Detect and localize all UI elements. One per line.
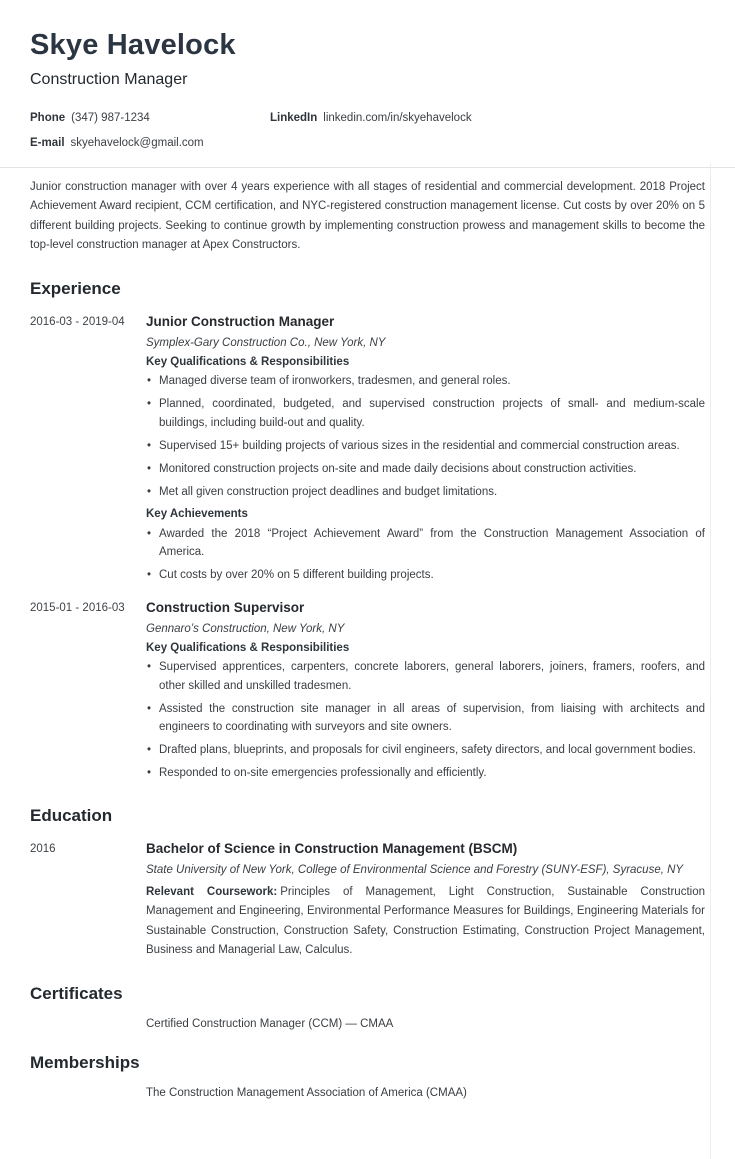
section-heading-certificates: Certificates (30, 983, 123, 1003)
job-company: Symplex-Gary Construction Co., New York, NY (146, 336, 386, 349)
header-divider (0, 167, 735, 168)
email-value: skyehavelock@gmail.com (70, 136, 204, 149)
job-subheading-responsibilities: Key Qualifications & Responsibilities (146, 641, 350, 654)
relevant-coursework (146, 883, 705, 961)
list-item: • Supervised apprentices, carpenters, concrete laborers, general laborers, joiners, framers, roofers, and other skilled and unskilled tradesmen. (146, 658, 705, 695)
list-item: • Awarded the 2018 “Project Achievement Award” from the Construction Management Association of America. (146, 525, 705, 562)
contact-linkedin (270, 112, 705, 124)
job-details (146, 314, 705, 585)
list-item: • Cut costs by over 20% on 5 different building projects. (146, 566, 705, 585)
job-responsibilities-list (146, 372, 705, 501)
linkedin-value: linkedin.com/in/skyehavelock (323, 111, 472, 124)
education-year: 2016 (30, 842, 56, 855)
content-right-border (710, 163, 711, 1159)
list-item: • Managed diverse team of ironworkers, tradesmen, and general roles. (146, 372, 705, 391)
section-heading-education: Education (30, 805, 113, 825)
job-achievements-list (146, 525, 705, 585)
contact-info (30, 112, 705, 149)
list-item: • Drafted plans, blueprints, and proposals for civil engineers, safety directors, and local government bodies. (146, 741, 705, 760)
resume-header (0, 0, 735, 149)
section-heading-experience: Experience (30, 278, 121, 298)
job-title: Construction Supervisor (146, 599, 305, 615)
list-item: • Met all given construction project deadlines and budget limitations. (146, 483, 705, 502)
experience-entry-1 (30, 314, 705, 585)
job-subheading-achievements: Key Achievements (146, 508, 248, 521)
job-details (146, 600, 705, 783)
experience-entry-2 (30, 600, 705, 783)
job-responsibilities-list (146, 658, 705, 783)
contact-phone (30, 112, 270, 124)
job-subheading-responsibilities: Key Qualifications & Responsibilities (146, 355, 350, 368)
candidate-job-title: Construction Manager (30, 70, 188, 88)
list-item: • Responded to on-site emergencies professionally and efficiently. (146, 764, 705, 783)
list-item: • Monitored construction projects on-site and made daily decisions about construction activities. (146, 460, 705, 479)
education-entry (30, 841, 705, 961)
candidate-name: Skye Havelock (30, 29, 236, 61)
job-company: Gennaro’s Construction, New York, NY (146, 622, 345, 635)
job-dates: 2016-03 - 2019-04 (30, 315, 125, 328)
job-title: Junior Construction Manager (146, 313, 335, 329)
degree-title: Bachelor of Science in Construction Management (BSCM) (146, 840, 518, 856)
email-label: E-mail (30, 136, 65, 149)
phone-value: (347) 987-1234 (71, 111, 150, 124)
coursework-label: Relevant Coursework: (146, 885, 278, 898)
phone-label: Phone (30, 111, 66, 124)
list-item: • Assisted the construction site manager in all areas of supervision, from liaising with architects and engineers to coordinating with surveyors and site owners. (146, 700, 705, 737)
linkedin-label: LinkedIn (270, 111, 318, 124)
school-name: State University of New York, College of Environmental Science and Forestry (SUNY-ESF), Syracuse, NY (146, 863, 684, 876)
list-item: • Planned, coordinated, budgeted, and supervised construction projects of small- and medium-scale buildings, including build-out and quality. (146, 395, 705, 432)
professional-summary: Junior construction manager with over 4 years experience with all stages of residential and commercial development. 2018 Project Achievement Award recipient, CCM certification, and NYC-registered construction management license. Cut costs by over 20% on 5 different building projects. Seeking to continue growth by implementing construction prowess and management skills to become the top-level construction manager at Apex Constructors. (30, 180, 705, 252)
certificate-item: Certified Construction Manager (CCM) — CMAA (146, 1017, 394, 1030)
section-heading-memberships: Memberships (30, 1052, 140, 1072)
education-details (146, 841, 705, 961)
coursework-text: Principles of Management, Light Construction, Sustainable Construction Management and Engineering, Environmental Performance Measures for Buildings, Engineering Materials for Sustainable Construction, Construction Safety, Construction Estimating, Construction Project Management, Business and Managerial Law, Calculus. (146, 885, 705, 957)
list-item: • Supervised 15+ building projects of various sizes in the residential and commercial construction areas. (146, 437, 705, 456)
membership-item: The Construction Management Association of America (CMAA) (146, 1086, 467, 1099)
contact-email (30, 137, 270, 149)
job-dates: 2015-01 - 2016-03 (30, 601, 125, 614)
